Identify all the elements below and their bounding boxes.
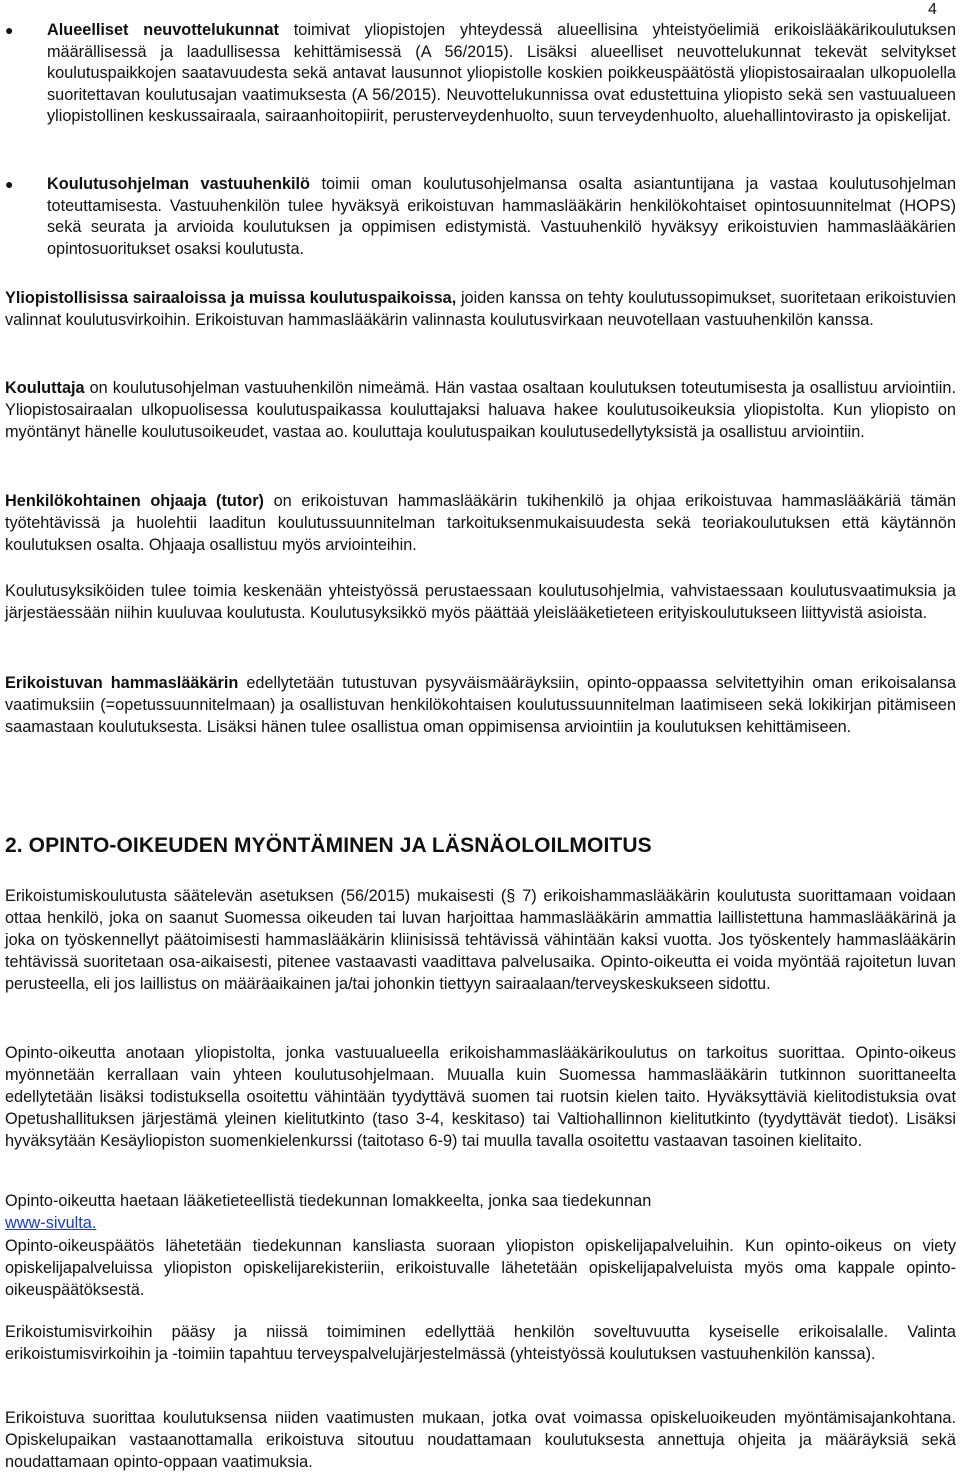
paragraph-haku — [5, 1190, 685, 1234]
bullet-text — [47, 174, 956, 260]
bullet-icon: ● — [5, 176, 14, 192]
bullet-item-neuvottelukunnat — [5, 20, 956, 128]
bullet-item-vastuuhenkilo — [5, 174, 956, 260]
paragraph-body: Koulutusyksiköiden tulee toimia keskenään yhteistyössä perustaessaan koulutusohjelmia, vahvistaessaan koulutusvaatimuksia ja järjestäessään niihin kuuluvaa koulutusta. Koulutusyksikkö myös päättää yleislääketieteen erityiskoulutukseen liittyvistä asioista. — [5, 582, 956, 623]
paragraph-body: Erikoistumiskoulutusta säätelevän asetuksen (56/2015) mukaisesti (§ 7) erikoishammaslääkärin koulutusta suorittamaan voidaan ottaa henkilö, joka on saanut Suomessa oikeuden tai luvan harjoittaa hammaslääkärin ammattia laillistettuna hammaslääkärinä ja joka on työskennellyt päätoimisesti hammaslääkärin kliinisissä tehtävissä vähintään kaksi vuotta. Jos työskentely hammaslääkärin tehtävissä suoritetaan osa-aikaisesti, pitenee vastaavasti vaadittava palvelusaika. Opinto-oikeutta ei voida myöntää rajoitetun luvan perusteella, eli jos laillistus on määräaikainen ja/tai johonkin tiettyyn sairaalaan/terveyskeskukseen sidottu. — [5, 887, 956, 994]
paragraph-vaatimukset — [5, 1407, 956, 1473]
page-number: 4 — [928, 1, 937, 18]
bullet-text — [47, 20, 956, 128]
paragraph-tutor — [5, 490, 956, 556]
paragraph-body: Opinto-oikeuspäätös lähetetään tiedekunnan kansliasta suoraan yliopiston opiskelijapalveluihin. Kun opinto-oikeus on viety opiskelijapalveluissa yliopiston opiskelijarekisteriin, erikoistuvalle lähetetään opiskelijapalveluista myös oma kappale opinto-oikeuspäätöksestä. — [5, 1237, 956, 1300]
paragraph-lead: Erikoistuvan hammaslääkärin — [5, 674, 239, 692]
paragraph-body: Opinto-oikeutta haetaan lääketieteellistä tiedekunnan lomakkeelta, jonka saa tiedekunnan — [5, 1192, 652, 1210]
paragraph-sairaalat — [5, 287, 956, 331]
bullet-body: toimii oman koulutusohjelmansa osalta asiantuntijana ja vastaa koulutusohjelman toteuttamisesta. Vastuuhenkilön tulee hyväksyä erikoistuvan hammaslääkärin henkilökohtaiset opintosuunnitelmat (HOPS) sekä seurata ja arvioida koulutuksen ja oppimisen edistymistä. Vastuuhenkilö hyväksyy erikoistuvien hammaslääkärien opintosuoritukset osaksi koulutusta. — [47, 175, 956, 258]
paragraph-lead: Henkilökohtainen ohjaaja (tutor) — [5, 492, 264, 510]
paragraph-body: on koulutusohjelman vastuuhenkilön nimeämä. Hän vastaa osaltaan koulutuksen toteutumisesta ja osallistuu arviointiin. Yliopistosairaalan ulkopuolisessa koulutuspaikassa kouluttajaksi haluava hakee koulutusoikeuksia yliopistolta. Kun yliopisto on myöntänyt hänelle koulutusoikeudet, vastaa ao. kouluttaja koulutuspaikan koulutusedellytyksistä ja osallistuu arviointiin. — [5, 379, 956, 442]
www-link[interactable]: www-sivulta. — [5, 1214, 97, 1233]
paragraph-body: joiden kanssa on tehty koulutussopimukset, suoritetaan erikoistuvien valinnat koulutusvirkoihin. Erikoistuvan hammaslääkärin valinnasta koulutusvirkaan neuvotellaan vastuuhenkilön kanssa. — [5, 289, 956, 330]
paragraph-lead: Kouluttaja — [5, 379, 85, 397]
paragraph-koulutusyksikot — [5, 580, 956, 624]
bullet-lead: Alueelliset neuvottelukunnat — [47, 21, 279, 39]
paragraph-body: Erikoistumisvirkoihin pääsy ja niissä toimiminen edellyttää henkilön soveltuvuutta kyseiselle erikoisalalle. Valinta erikoistumisvirkoihin ja -toimiin tapahtuu terveyspalvelujärjestelmässä (yhteistyössä koulutuksen vastuuhenkilön kanssa). — [5, 1323, 956, 1364]
paragraph-asetus — [5, 885, 956, 995]
paragraph-kouluttaja — [5, 377, 956, 443]
paragraph-body: Opinto-oikeutta anotaan yliopistolta, jonka vastuualueella erikoishammaslääkärikoulutus on tarkoitus suorittaa. Opinto-oikeus myönnetään kerrallaan vain yhteen koulutusohjelmaan. Muualla kuin Suomessa hammaslääkärin tutkinnon suorittaneelta edellytetään lisäksi todistuksella osoitettu vähintään tyydyttävä suomen tai ruotsin kielen taito. Hyväksyttäviä kielitodistuksia ovat Opetushallituksen järjestämä yleinen kielitutkinto (taso 3-4, keskitaso) tai Valtiohallinnon kielitutkinto (tyydyttävät tiedot). Lisäksi hyväksytään Kesäyliopiston suomenkielenkurssi (taitotaso 6-9) tai muulla tavalla osoitettu vastaavan tasoinen kielitaito. — [5, 1044, 956, 1151]
paragraph-body: Erikoistuva suorittaa koulutuksensa niiden vaatimusten mukaan, jotka ovat voimassa opiskeluoikeuden myöntämisajankohtana. Opiskelupaikan vastaanottamalla erikoistuva sitoutuu noudattamaan koulutuksesta annettuja ohjeita ja määräyksiä sekä noudattamaan opinto-oppaan vaatimuksia. — [5, 1409, 956, 1472]
paragraph-paatos — [5, 1235, 956, 1301]
paragraph-virat — [5, 1321, 956, 1365]
bullet-body: toimivat yliopistojen yhteydessä alueellisina yhteistyöelimiä erikoislääkärikoulutuksen määrällisessä ja laadullisessa kehittämisessä (A 56/2015). Lisäksi alueelliset neuvottelukunnat tekevät selvitykset koulutuspaikkojen saatavuudesta sekä antavat lausunnot yliopistolle koskien poikkeuspäätöstä yliopistosairaalan ulkopuolella suoritettavan koulutusajan vaatimuksesta (A 56/2015). Neuvottelukunnissa ovat edustettuina yliopisto sekä sen vastuualueen yliopistollinen keskussairaala, sairaanhoitopiirit, perusterveydenhuolto, suun terveydenhuolto, aluehallintovirasto ja opiskelijat. — [47, 21, 956, 126]
paragraph-body: edellytetään tutustuvan pysyväismääräyksiin, opinto-oppaassa selvitettyihin oman erikoisalansa vaatimuksiin (=opetussuunnitelmaan) ja osallistuvan henkilökohtaisen koulutussuunnitelman laatimiseen sekä lokikirjan pitämiseen saamastaan koulutuksesta. Lisäksi hänen tulee osallistua oman oppimisensa arviointiin ja koulutuksen kehittämiseen. — [5, 674, 956, 737]
bullet-icon: ● — [5, 22, 14, 38]
section-heading: 2. OPINTO-OIKEUDEN MYÖNTÄMINEN JA LÄSNÄOLOILMOITUS — [5, 834, 652, 857]
paragraph-erikoistuva — [5, 672, 956, 738]
paragraph-body: on erikoistuvan hammaslääkärin tukihenkilö ja ohjaa erikoistuvaa hammaslääkäriä tämän työtehtävissä ja huolehtii laaditun koulutussuunnitelman tarkoituksenmukaisuudesta sekä teoriakoulutuksen että käytännön koulutuksen osalta. Ohjaaja osallistuu myös arviointeihin. — [5, 492, 957, 555]
paragraph-anominen — [5, 1042, 956, 1152]
paragraph-lead: Yliopistollisissa sairaaloissa ja muissa koulutuspaikoissa, — [5, 289, 457, 307]
bullet-lead: Koulutusohjelman vastuuhenkilö — [47, 175, 310, 193]
